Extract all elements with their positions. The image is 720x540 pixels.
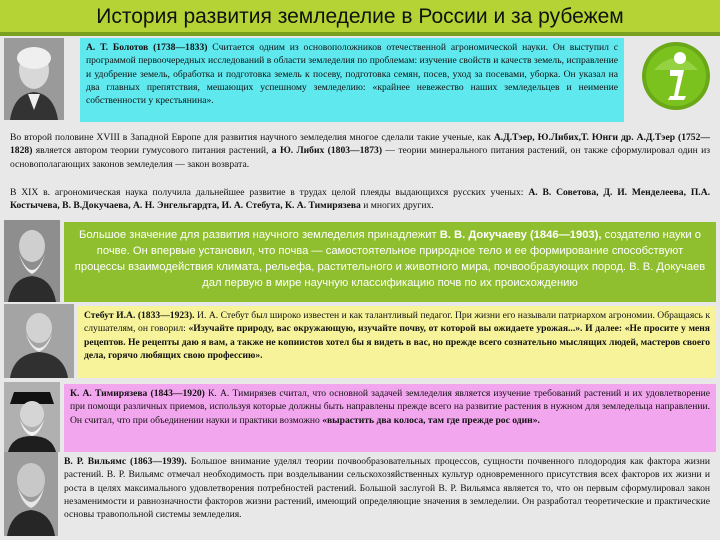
info-icon[interactable] — [640, 40, 712, 112]
timiryazev-box: К. А. Тимирязева (1843—1920) К. А. Тимирязев считал, что основной задачей земледелия является изучение требований растений и их удовлетворение при помощи различных приемов, используя которые должны быть направлены прежде всего на развитие растения в нужном для земледельца направлении. Он считал, что при объединении науки и практики возможно «вырастить два колоса, там где прежде рос один». — [64, 384, 716, 452]
title-underline — [0, 32, 720, 36]
portrait-williams — [4, 452, 58, 536]
portrait-timiryazev — [4, 382, 60, 452]
thaer-paragraph: Во второй половине XVIII в Западной Европе для развития научного земледелия многое сделали такие ученые, как А.Д.Тэер, Ю.Либих,Т. Юнги др. А.Д.Тэер (1752—1828) является автором теории гумусового питания растений, а Ю. Либих (1803—1873) — теории минерального питания растений, он также сформулировал один из основополагающих законов земледелия — закон возврата. — [4, 128, 716, 180]
stebut-box: Стебут И.А. (1833—1923). И. А. Стебут был широко известен и как талантливый педагог. При жизни его называли патриархом агрономии. Обращаясь к слушателям, он говорил: «Изучайте природу, вас окружающую, изучайте почву, от которой вы ожидаете урожая...». И далее: «Не просите у меня рецептов. Не рецепты даю я вам, а также не копиистов хотел бы я видеть в вас, но прежде всего сознательно мыслящих людей, мастеров своего дела, горячо любящих свою профессию». — [78, 306, 716, 378]
portrait-bolotov — [4, 38, 64, 120]
portrait-stebut — [4, 304, 74, 378]
portrait-dokuchaev — [4, 220, 60, 302]
page-title: История развития земледелие в России и за рубежем — [0, 0, 720, 32]
dokuchaev-box: Большое значение для развития научного земледелия принадлежит В. В. Докучаеву (1846—1903), создателю науки о почве. Он впервые установил, что почва — самостоятельное природное тело и ее формирование способствуют процессы взаимодействия климата, рельефа, растительного и животного мира, почвообразующих пород. В. В. Докучаев дал первую в мире научную классификацию почв по их происхождению — [64, 222, 716, 302]
bolotov-text: Считается одним из основоположников отечественной агрономической науки. Он выступил с программой первоочередных исследований в области земледелия по проблемам: изучение свойств и качеств земель, исправление и удобрение земель, обработка и подготовка земель к посеву, подготовка семян, посев, уход за посевами, уборка. Он указал на два главных препятствия, мешающих успешному земледелию: «крайнее невежество наших земледельцев и неимение собственности у крестьянина». — [86, 42, 619, 107]
williams-paragraph: В. Р. Вильямс (1863—1939). Большое внимание уделял теории почвообразовательных процессов, сущности почвенного плодородия как фактора жизни растений. В. Р. Вильямс отмечал необходимость при возделывании сельскохозяйственных культур одновременного присутствия всех факторов их жизни и роста в целях максимального удовлетворения потребностей растений. Большой заслугой В. Р. Вильямса является то, что он первым сформулировал закон незаменимости и равнозначности факторов жизни растений, имеющий определяющие значения в земледелии. Он разработал теоретические и практические основы травопольной системы земледелия. — [58, 452, 716, 538]
xix-paragraph: В XIX в. агрономическая наука получила дальнейшее развитие в трудах целой плеяды выдающихся русских ученых: А. В. Советова, Д. И. Менделеева, П.А. Костычева, В. В.Докучаева, А. Н. Энгельгардта, И. А. Стебута, К. А. Тимирязева и многих других. — [4, 183, 716, 215]
bolotov-box — [80, 38, 624, 122]
bolotov-name: А. Т. Болотов (1738—1833) — [86, 42, 208, 53]
